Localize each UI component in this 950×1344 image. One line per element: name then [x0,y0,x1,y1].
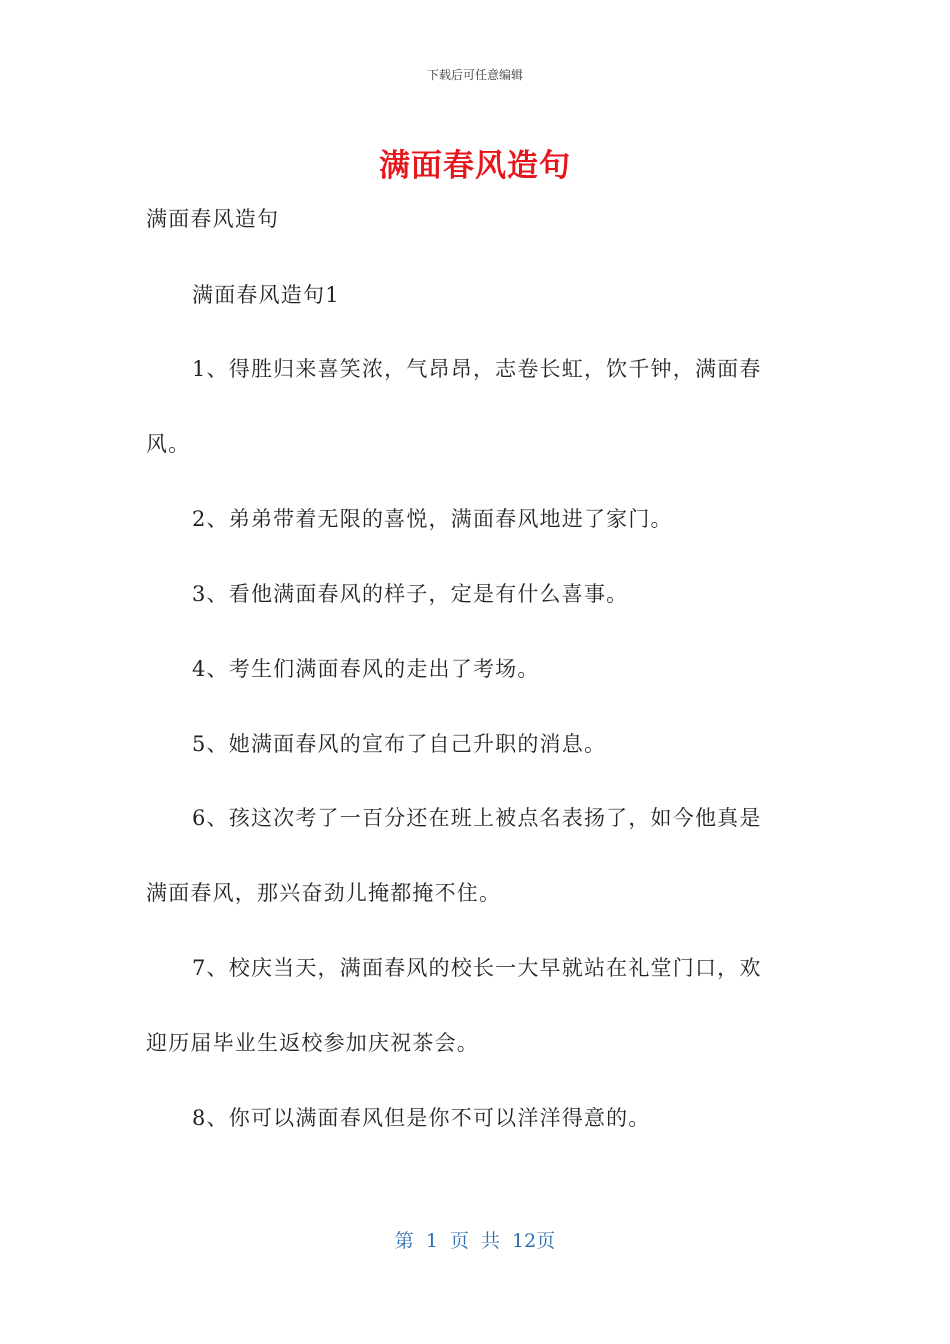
body-line: 1、得胜归来喜笑浓，气昂昂，志卷长虹，饮千钟，满面春 [192,357,762,381]
body-line: 满面春风，那兴奋劲儿掩都掩不住。 [146,881,502,905]
body-line: 5、她满面春风的宣布了自己升职的消息。 [192,732,607,756]
document-subtitle: 满面春风造句 [146,207,280,231]
body-line: 迎历届毕业生返校参加庆祝茶会。 [146,1031,479,1055]
body-line: 8、你可以满面春风但是你不可以洋洋得意的。 [192,1106,651,1130]
body-line: 7、校庆当天，满面春风的校长一大早就站在礼堂门口，欢 [192,956,762,980]
body-line: 风。 [146,432,191,456]
body-line: 6、孩这次考了一百分还在班上被点名表扬了，如今他真是 [192,806,762,830]
section-heading: 满面春风造句1 [192,283,340,307]
body-line: 4、考生们满面春风的走出了考场。 [192,657,540,681]
body-line: 3、看他满面春风的样子，定是有什么喜事。 [192,582,629,606]
body-line: 2、弟弟带着无限的喜悦，满面春风地进了家门。 [192,507,673,531]
page-number-footer: 第 1 页 共 12页 [394,1230,556,1252]
document-title: 满面春风造句 [379,148,571,184]
header-note: 下载后可任意编辑 [426,68,523,82]
